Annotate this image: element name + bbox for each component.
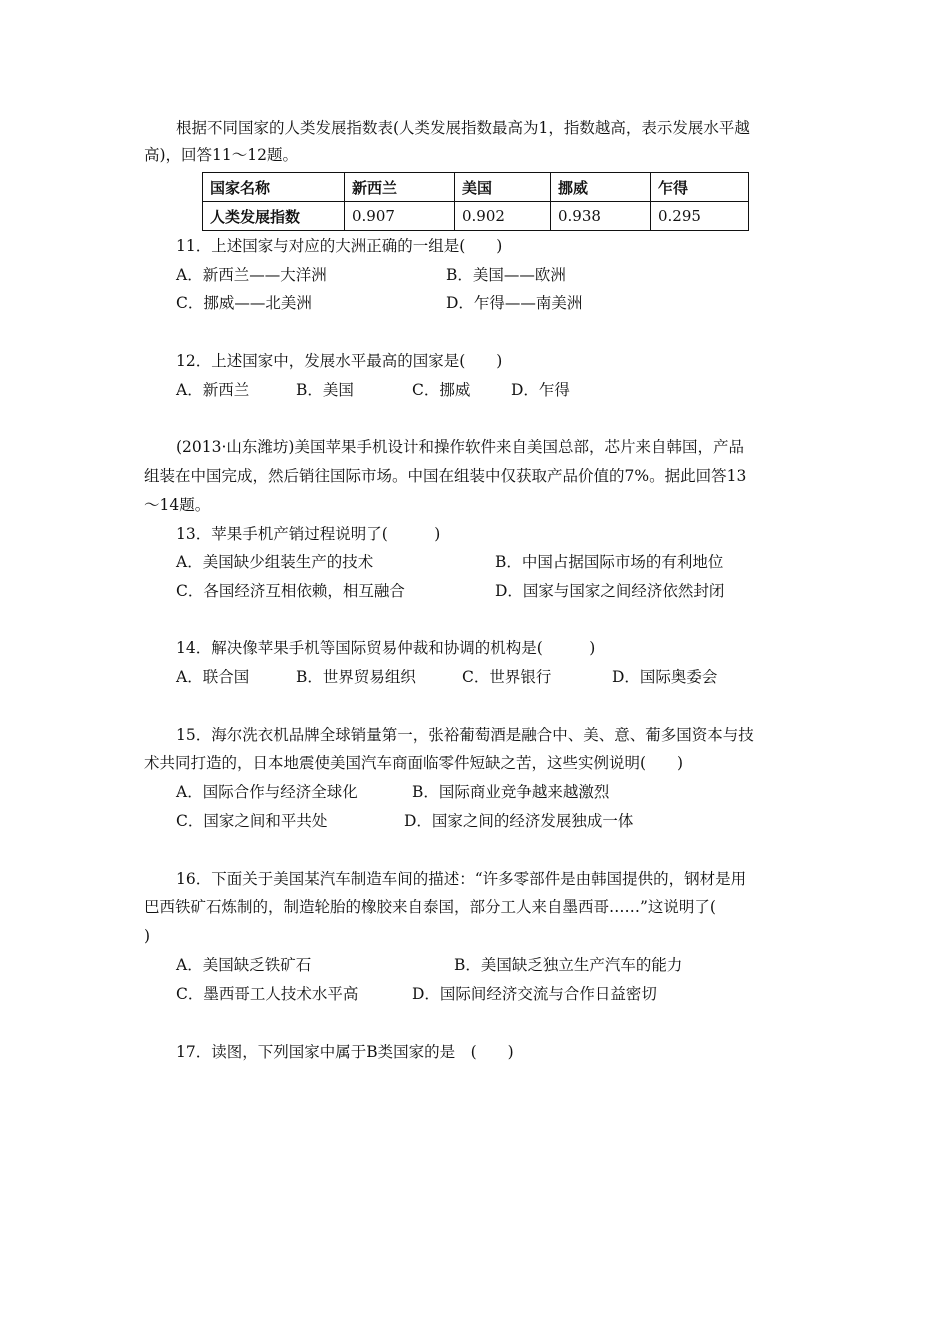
q15-line-1: 15．海尔洗衣机品牌全球销量第一，张裕葡萄酒是融合中、美、意、葡多国资本与技 [176,726,754,744]
passage2-line-2: 组装在中国完成，然后销往国际市场。中国在组装中仅获取产品价值的7%。据此回答13 [144,467,747,485]
q16-line-2: 巴西铁矿石炼制的，制造轮胎的橡胶来自泰国，部分工人来自墨西哥……”这说明了( [144,898,716,916]
q16-option-b: B．美国缺乏独立生产汽车的能力 [454,956,683,974]
table-cell: 国家名称 [203,173,345,202]
q12-option-d: D．乍得 [511,381,570,399]
hdi-table [202,172,749,231]
table-cell: 0.938 [551,202,651,231]
q15-option-d: D．国家之间的经济发展独成一体 [404,812,634,830]
table-row [203,202,749,231]
q14-option-d: D．国际奥委会 [612,668,718,686]
table-cell: 美国 [455,173,551,202]
q15-option-c: C．国家之间和平共处 [176,812,328,830]
q16-line-3: ) [144,927,151,945]
table-cell: 0.902 [455,202,551,231]
q15-option-a: A．国际合作与经济全球化 [176,783,358,801]
q14-option-a: A．联合国 [176,668,250,686]
q11-stem: 11．上述国家与对应的大洲正确的一组是( ) [176,237,503,255]
q11-option-a: A．新西兰——大洋洲 [176,266,327,284]
q13-option-c: C．各国经济互相依赖，相互融合 [176,582,405,600]
q11-option-c: C．挪威——北美洲 [176,294,312,312]
table-cell: 0.907 [345,202,455,231]
q11-option-b: B．美国——欧洲 [446,266,566,284]
q12-option-b: B．美国 [296,381,354,399]
q12-stem: 12．上述国家中，发展水平最高的国家是( ) [176,352,503,370]
q17-stem: 17．读图，下列国家中属于B类国家的是 ( ) [176,1043,514,1061]
q12-option-a: A．新西兰 [176,381,250,399]
q12-option-c: C．挪威 [412,381,471,399]
q14-stem: 14．解决像苹果手机等国际贸易仲裁和协调的机构是( ) [176,639,596,657]
table-cell: 人类发展指数 [203,202,345,231]
q16-option-c: C．墨西哥工人技术水平高 [176,985,359,1003]
q13-option-b: B．中国占据国际市场的有利地位 [495,553,724,571]
intro-line-1: 根据不同国家的人类发展指数表(人类发展指数最高为1，指数越高，表示发展水平越 [176,119,750,137]
q16-option-a: A．美国缺乏铁矿石 [176,956,312,974]
intro-line-2: 高)，回答11～12题。 [144,146,298,164]
table-cell: 0.295 [651,202,749,231]
q15-option-b: B．国际商业竞争越来越激烈 [412,783,610,801]
q16-option-d: D．国际间经济交流与合作日益密切 [412,985,657,1003]
q15-line-2: 术共同打造的，日本地震使美国汽车商面临零件短缺之苦，这些实例说明( ) [144,754,684,772]
passage2-line-3: ～14题。 [144,496,211,514]
table-cell: 乍得 [651,173,749,202]
passage2-line-1: (2013·山东潍坊)美国苹果手机设计和操作软件来自美国总部，芯片来自韩国，产品 [176,438,744,456]
q14-option-c: C．世界银行 [462,668,552,686]
q13-option-d: D．国家与国家之间经济依然封闭 [495,582,725,600]
q13-stem: 13．苹果手机产销过程说明了( ) [176,525,441,543]
q16-line-1: 16．下面关于美国某汽车制造车间的描述：“许多零部件是由韩国提供的，钢材是用 [176,870,747,888]
q11-option-d: D．乍得——南美洲 [446,294,583,312]
q13-option-a: A．美国缺少组装生产的技术 [176,553,374,571]
table-cell: 新西兰 [345,173,455,202]
table-header-row [203,173,749,202]
table-cell: 挪威 [551,173,651,202]
q14-option-b: B．世界贸易组织 [296,668,416,686]
